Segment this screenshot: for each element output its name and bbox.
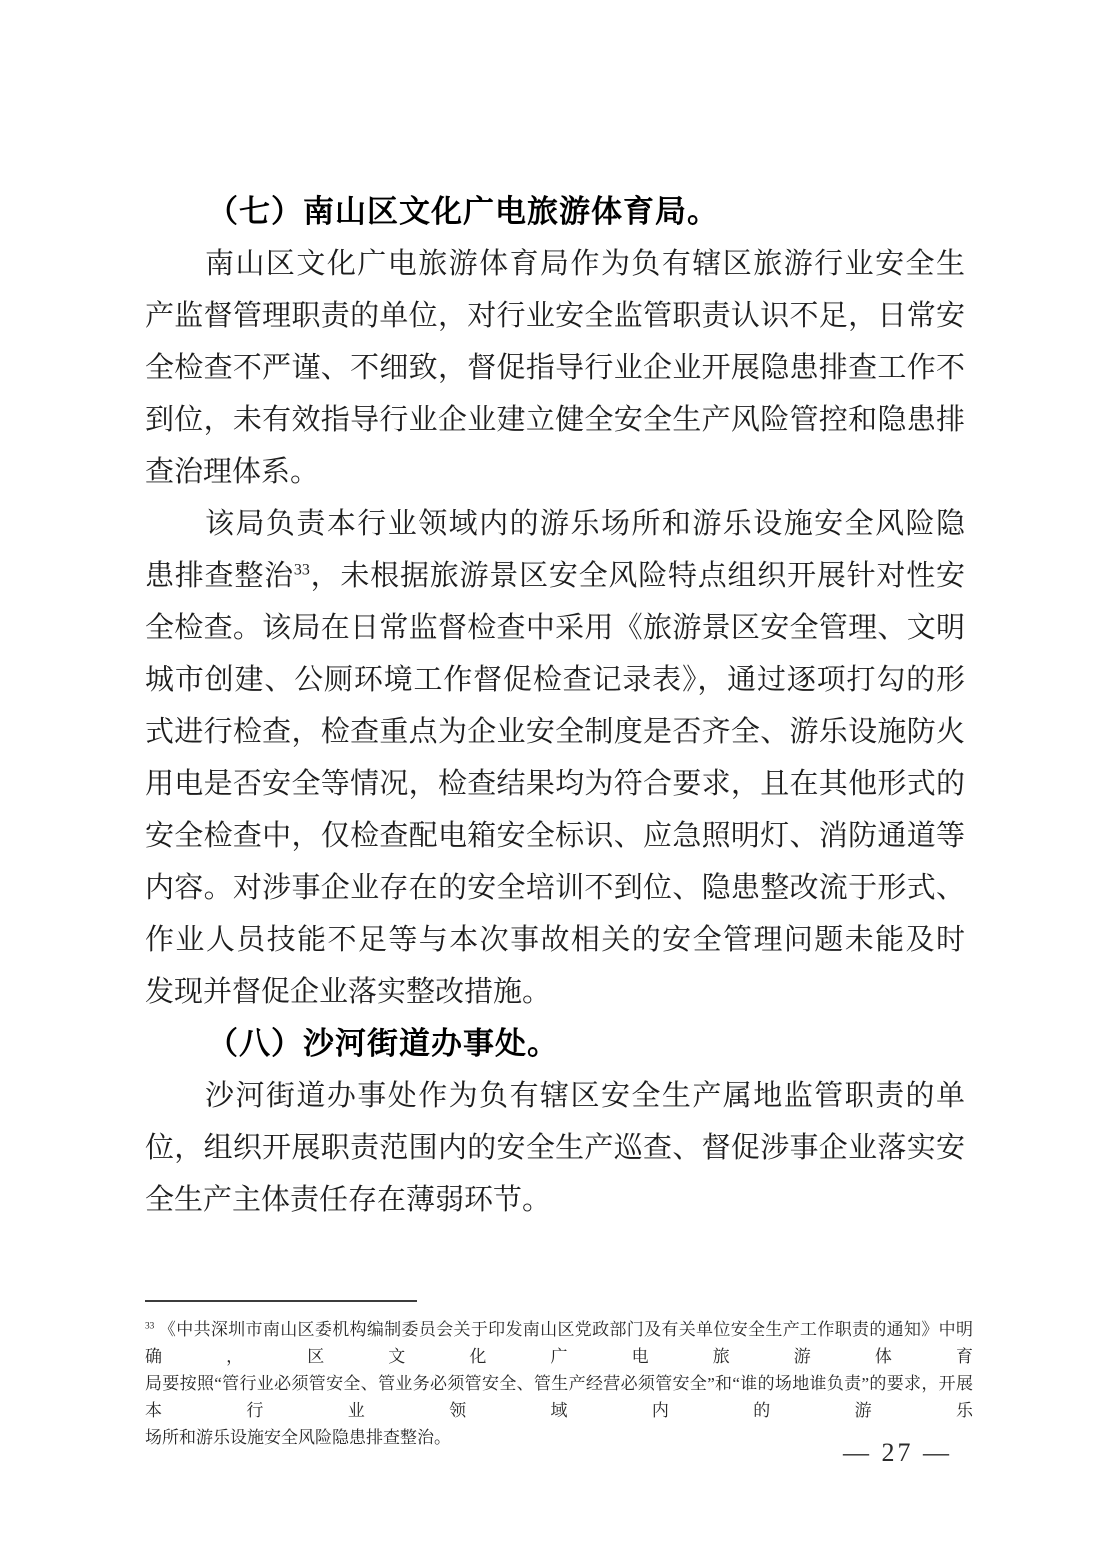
footnote-area — [145, 1300, 973, 1451]
paragraph-line: 城市创建、公厕环境工作督促检查记录表》，通过逐项打勾的形 — [145, 664, 965, 696]
paragraph-line: 产监督管理职责的单位，对行业安全监管职责认识不足，日常安 — [145, 300, 965, 332]
paragraph-line: 该局负责本行业领域内的游乐场所和游乐设施安全风险隐 — [205, 508, 965, 540]
section-heading: （八）沙河街道办事处。 — [207, 1026, 559, 1061]
paragraph-line: 到位，未有效指导行业企业建立健全安全生产风险管控和隐患排 — [145, 404, 965, 436]
footnote-line: 场所和游乐设施安全风险隐患排查整治。 — [145, 1428, 451, 1447]
text-segment: 《中共深圳市南山区委机构编制委员会关于印发南山区党政部门及有关单位安全生产工作职责的通知》中明确，区文化广电旅游体育 — [145, 1320, 973, 1366]
paragraph-line: 位，组织开展职责范围内的安全生产巡查、督促涉事企业落实安 — [145, 1132, 965, 1164]
footnote-text — [145, 1316, 973, 1451]
paragraph-line: 内容。对涉事企业存在的安全培训不到位、隐患整改流于形式、 — [145, 872, 965, 904]
paragraph-line: 全检查。该局在日常监督检查中采用《旅游景区安全管理、文明 — [145, 612, 965, 644]
footnote-ref-superscript: 33 — [293, 561, 310, 579]
text-segment: 患排查整治 — [145, 560, 294, 592]
paragraph-line: 南山区文化广电旅游体育局作为负有辖区旅游行业安全生 — [205, 248, 965, 280]
paragraph-line: 式进行检查，检查重点为企业安全制度是否齐全、游乐设施防火 — [145, 716, 965, 748]
paragraph-line: 全检查不严谨、不细致，督促指导行业企业开展隐患排查工作不 — [145, 352, 965, 384]
section-heading: （七）南山区文化广电旅游体育局。 — [207, 194, 719, 229]
footnote-line: 局要按照“管行业必须管安全、管业务必须管安全、管生产经营必须管安全”和“谁的场地谁负责”的要求，开展本行业领域内的游乐 — [145, 1374, 973, 1420]
paragraph-line: 作业人员技能不足等与本次事故相关的安全管理问题未能及时 — [145, 924, 965, 956]
document-body — [145, 186, 965, 1226]
footnote-ref-superscript: 33 — [145, 1321, 155, 1332]
paragraph-line: 发现并督促企业落实整改措施。 — [145, 976, 552, 1008]
footnote-line — [145, 1316, 973, 1370]
page-number: — 27 — — [843, 1438, 952, 1467]
footnote-separator-rule — [145, 1300, 417, 1302]
paragraph-line: 安全检查中，仅检查配电箱安全标识、应急照明灯、消防通道等 — [145, 820, 965, 852]
paragraph-line: 查治理体系。 — [145, 456, 320, 488]
paragraph-line: 全生产主体责任存在薄弱环节。 — [145, 1184, 552, 1216]
paragraph-line — [145, 550, 965, 602]
paragraph-line: 沙河街道办事处作为负有辖区安全生产属地监管职责的单 — [205, 1080, 965, 1112]
paragraph-line: 用电是否安全等情况，检查结果均为符合要求，且在其他形式的 — [145, 768, 965, 800]
text-segment: ，未根据旅游景区安全风险特点组织开展针对性安 — [309, 560, 965, 592]
